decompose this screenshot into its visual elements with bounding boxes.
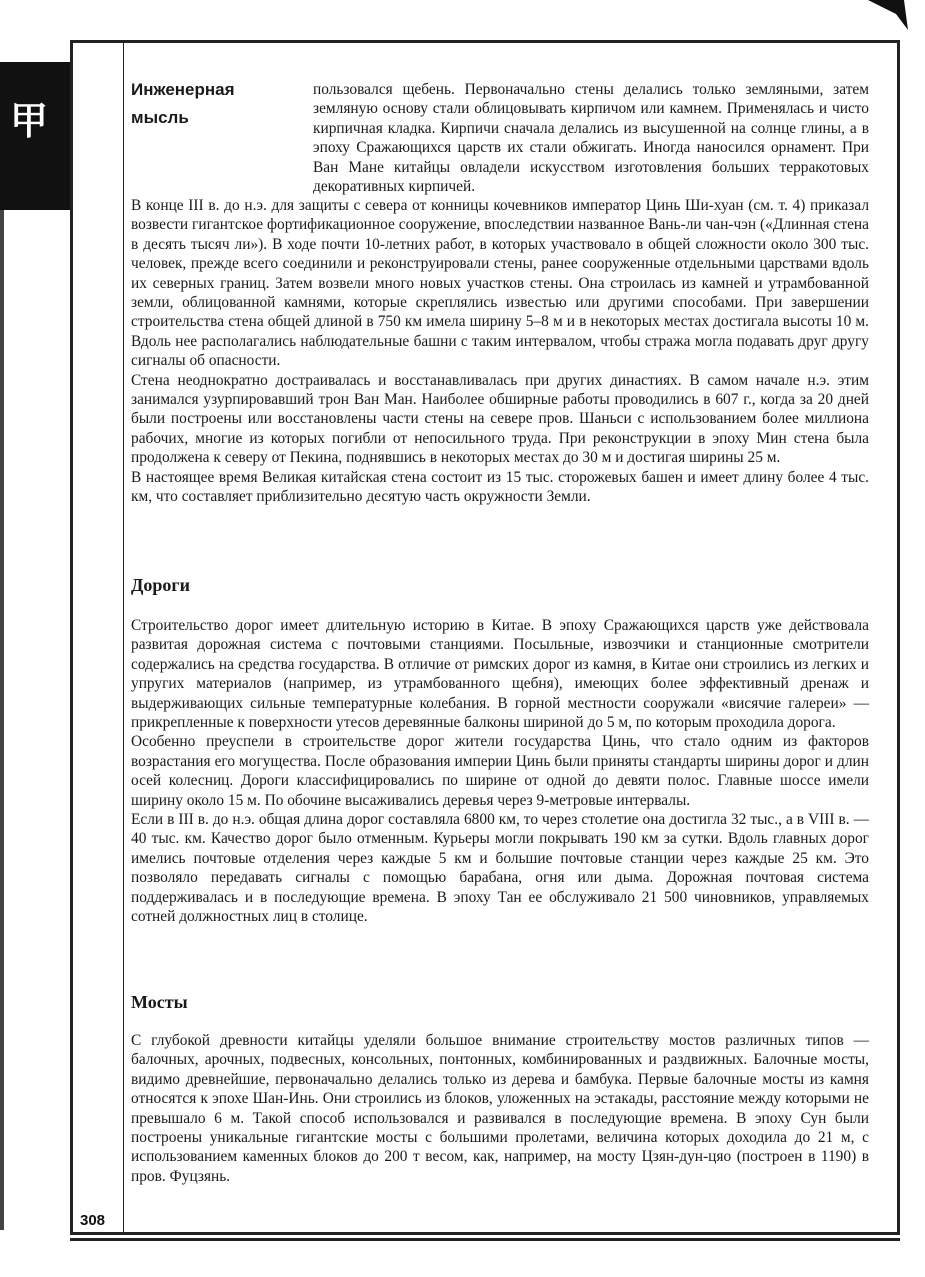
bottom-rule bbox=[70, 1238, 900, 1241]
paragraph: С глубокой древности китайцы уделяли большое внимание строительству мостов различных типов — балочных, арочных, подвесных, консольных, понтонных, комбинированных и раздвижных. Балочные мосты, видимо древнейшие, первоначально делались только из дерева и бамбука. Первые балочные мосты из камня относятся к эпохе Шан-Инь. Они строились из блоков, уложенных на эстакады, расстояние между которыми не превышало 6 м. Такой способ использовался и развивался в последующие времена. В эпоху Сун были построены уникальные гигантские мосты с большими пролетами, величина которых доходила до 21 м, с использованием каменных блоков до 200 т весом, как, например, на мосту Цзян-дун-цяо (построен в 1190) в пров. Фуцзянь. bbox=[131, 1032, 869, 1185]
page-number: 308 bbox=[80, 1212, 106, 1229]
engineering-intro: пользовался щебень. Первоначально стены делались только земляными, затем земляную основу стали облицовывать кирпичом или камнем. Применялась и чисто кирпичная кладка. Кирпичи сначала делались из высушенной на солнце глины, а в эпоху Сражающихся царств их стали обжигать. Иногда наносился орнамент. При Ван Мане китайцы овладели искусством изготовления больших терракотовых декоративных кирпичей. bbox=[313, 81, 869, 196]
bridges-body bbox=[131, 1031, 869, 1186]
paragraph: Стена неоднократно достраивалась и восстанавливалась при других династиях. В самом начале н.э. этим занимался узурпировавший трон Ван Ман. Наиболее обширные работы проводились в 607 г., когда за 20 дней были построены или восстановлены части стены на севере пров. Шаньси с использованием более миллиона рабочих, многие из которых погибли от непосильного труда. При реконструкции в эпоху Мин стена была продолжена к северу от Пекина, поднявшись в некоторых местах до 30 м и достигая ширины 25 м. bbox=[131, 371, 869, 467]
paragraph: Особенно преуспели в строительстве дорог жители государства Цинь, что стало одним из факторов возрастания его могущества. После образования империи Цинь были приняты стандарты ширины дорог и длин осей колесниц. Дороги классифицировались по ширине от одной до девяти полос. Главные шоссе имели ширину около 15 м. По обочине высаживались деревья через 9-метровые интервалы. bbox=[131, 733, 869, 809]
paragraph: В настоящее время Великая китайская стена состоит из 15 тыс. сторожевых башен и имеет длину более 4 тыс. км, что составляет приблизительно десятую часть окружности Земли. bbox=[131, 468, 869, 506]
left-edge-line bbox=[0, 210, 4, 1230]
roads-heading: Дороги bbox=[131, 575, 190, 595]
paragraph: Если в III в. до н.э. общая длина дорог составляла 6800 км, то через столетие она достигла 32 тыс., а в VIII в. — 40 тыс. км. Качество дорог было отменным. Курьеры могли покрывать 190 км за сутки. Вдоль главных дорог имелись почтовые отделения через каждые 5 км и большие почтовые станции через каждые 25 км. Это позволяло передавать сигналы с помощью барабана, огня или дыма. Дорожная почтовая система поддерживалась и в последующие времена. В эпоху Тан ее обслуживало 21 500 чиновников, управляемых сотней должностных лиц в столице. bbox=[131, 811, 869, 926]
paragraph: Строительство дорог имеет длительную историю в Китае. В эпоху Сражающихся царств уже действовала развитая дорожная система с почтовыми станциями. Посыльные, извозчики и станционные смотрители содержались на средства государства. В отличие от римских дорог из камня, в Китае они строились из легких и упругих материалов (например, из утрамбованного щебня), имеющих более эффективный дренаж и выдерживающих сильные температурные колебания. В горной местности сооружали «висячие галереи» — прикрепленные к поверхности утесов деревянные балконы шириной до 5 м, по которым проходила дорога. bbox=[131, 617, 869, 732]
chapter-side-tab bbox=[0, 62, 70, 210]
bridges-heading: Мосты bbox=[131, 992, 188, 1012]
engineering-heading: Инженерная мысль bbox=[131, 80, 235, 127]
corner-arrow-icon bbox=[868, 0, 908, 30]
roads-body bbox=[131, 616, 869, 927]
chapter-glyph: 甲 bbox=[10, 101, 49, 143]
paragraph: В конце III в. до н.э. для защиты с севера от конницы кочевников император Цинь Ши-хуан (см. т. 4) приказал возвести гигантское фортификационное сооружение, впоследствии названное Вань-ли чан-чэн («Длинная стена в десять тысяч ли»). В ходе почти 10-летних работ, в которых участвовало в общей сложности около 300 тыс. человек, прежде всего соединили и реконструировали стены, ранее сооруженные отдельными царствами вдоль их северных границ. Затем возвели много новых участков стены. Она строилась из камней и утрамбованной земли, облицованной камнями, которые скреплялись известью или другими способами. При завершении строительства стена общей длиной в 750 км имела ширину 5–8 м и в некоторых местах достигала высоты 10 м. Вдоль нее располагались наблюдательные башни с таким интервалом, чтобы стража могла подавать друг другу сигналы об опасности. bbox=[131, 197, 869, 370]
engineering-body bbox=[131, 196, 869, 507]
margin-rule bbox=[78, 40, 124, 1235]
